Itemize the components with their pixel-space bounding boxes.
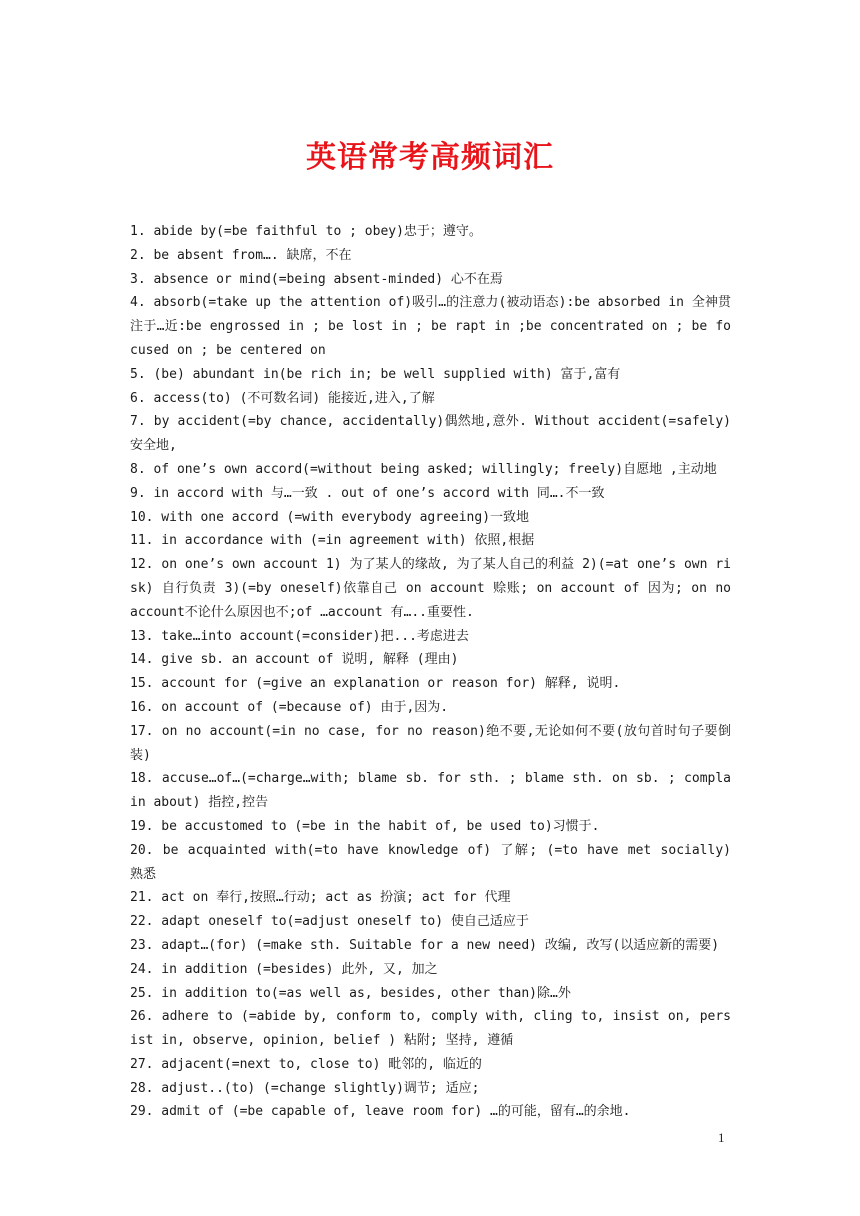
list-item: 9. in accord with 与…一致 . out of one’s accord with 同….不一致 bbox=[130, 485, 605, 501]
list-item: 18. accuse…of…(=charge…with; blame sb. for sth. ; blame sth. on sb. ; complain about) 指控,控告 bbox=[130, 771, 731, 811]
list-item: 8. of one’s own accord(=without being asked; willingly; freely)自愿地 ,主动地 bbox=[130, 461, 717, 477]
list-item: 2. be absent from…. 缺席，不在 bbox=[130, 247, 352, 263]
list-item: 27. adjacent(=next to, close to) 毗邻的, 临近的 bbox=[130, 1056, 482, 1072]
list-item: 21. act on 奉行,按照…行动; act as 扮演; act for 代理 bbox=[130, 890, 511, 906]
list-item: 23. adapt…(for) (=make sth. Suitable for a new need) 改编, 改写(以适应新的需要) bbox=[130, 937, 720, 953]
list-item: 28. adjust..(to) (=change slightly)调节; 适应; bbox=[130, 1080, 480, 1096]
list-item: 6. access(to) (不可数名词) 能接近,进入,了解 bbox=[130, 390, 435, 406]
list-item: 19. be accustomed to (=be in the habit of, be used to)习惯于. bbox=[130, 818, 600, 834]
list-item: 20. be acquainted with(=to have knowledge of) 了解; (=to have met socially) 熟悉 bbox=[130, 842, 731, 882]
list-item: 25. in addition to(=as well as, besides, other than)除…外 bbox=[130, 985, 571, 1001]
vocabulary-list bbox=[130, 220, 731, 1124]
list-item: 5. (be) abundant in(be rich in; be well supplied with) 富于,富有 bbox=[130, 366, 621, 382]
list-item: 17. on no account(=in no case, for no reason)绝不要,无论如何不要(放句首时句子要倒装) bbox=[130, 723, 731, 763]
list-item: 16. on account of (=because of) 由于,因为. bbox=[130, 699, 449, 715]
page-number: 1 bbox=[718, 1130, 725, 1145]
list-item: 11. in accordance with (=in agreement with) 依照,根据 bbox=[130, 533, 535, 549]
list-item: 1. abide by(=be faithful to ; obey)忠于；遵守。 bbox=[130, 224, 482, 239]
page-title: 英语常考高频词汇 bbox=[306, 140, 554, 175]
list-item: 3. absence or mind(=being absent-minded) 心不在焉 bbox=[130, 271, 503, 287]
list-item: 7. by accident(=by chance, accidentally)偶然地,意外. Without accident(=safely) 安全地, bbox=[130, 414, 731, 454]
list-item: 4. absorb(=take up the attention of)吸引…的注意力(被动语态):be absorbed in 全神贯注于…近:be engrossed in ; be lost in ; be rapt in ;be concentrated on ; be focused on ; be centered on bbox=[130, 295, 731, 358]
list-item: 12. on one’s own account 1) 为了某人的缘故, 为了某人自己的利益 2)(=at one’s own risk) 自行负责 3)(=by oneself)依靠自己 on account 赊账; on account of 因为; on no account不论什么原因也不;of …account 有…..重要性. bbox=[130, 557, 731, 620]
list-item: 26. adhere to (=abide by, conform to, comply with, cling to, insist on, persist in, observe, opinion, belief ) 粘附; 坚持, 遵循 bbox=[130, 1009, 731, 1049]
list-item: 10. with one accord (=with everybody agreeing)一致地 bbox=[130, 509, 530, 525]
list-item: 22. adapt oneself to(=adjust oneself to) 使自己适应于 bbox=[130, 914, 529, 930]
list-item: 24. in addition (=besides) 此外, 又, 加之 bbox=[130, 961, 438, 977]
list-item: 14. give sb. an account of 说明, 解释 (理由) bbox=[130, 652, 459, 668]
list-item: 13. take…into account(=consider)把...考虑进去 bbox=[130, 628, 469, 644]
list-item: 15. account for (=give an explanation or reason for) 解释, 说明. bbox=[130, 676, 621, 692]
list-item: 29. admit of (=be capable of, leave room for) …的可能，留有…的余地. bbox=[130, 1104, 631, 1120]
